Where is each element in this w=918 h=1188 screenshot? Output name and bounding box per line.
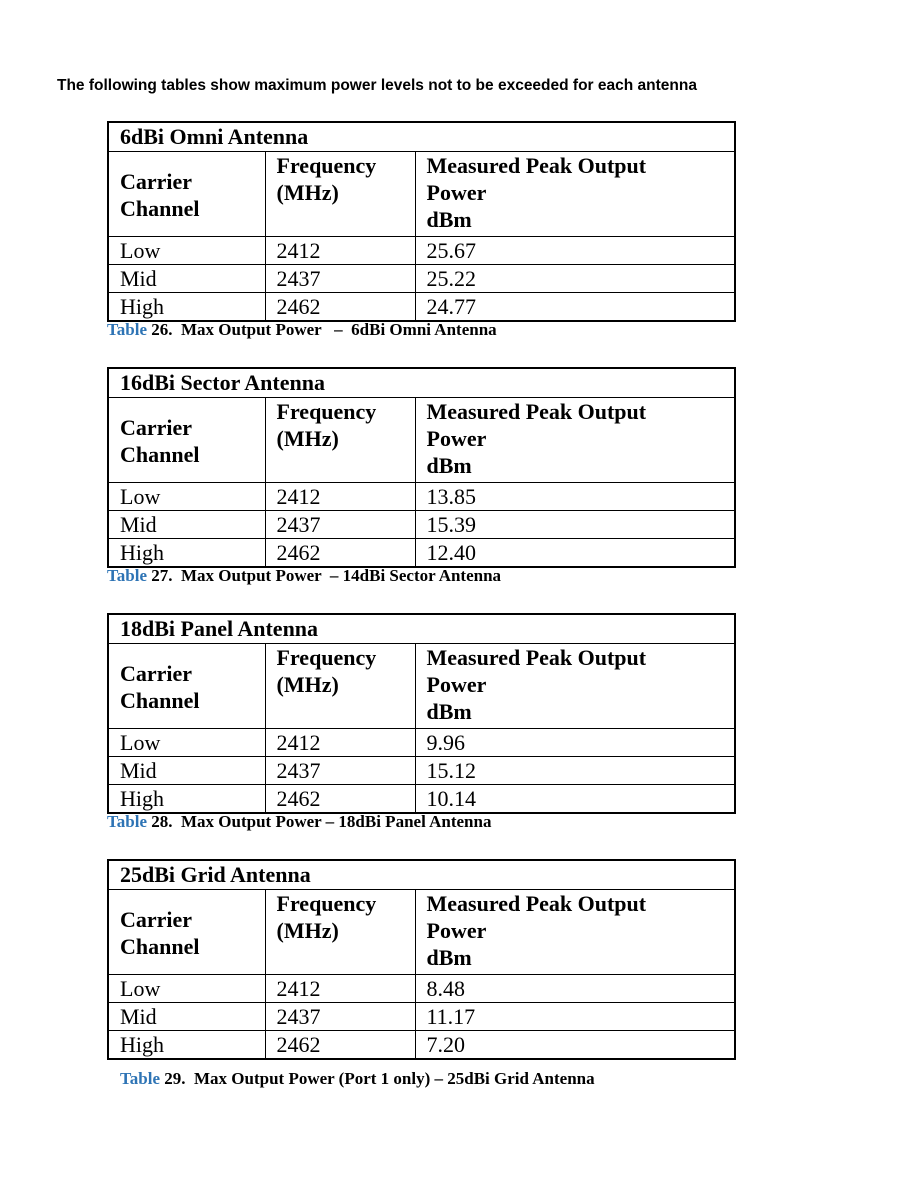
cell-power: 8.48 [415,975,735,1003]
cell-frequency: 2462 [265,785,415,814]
cell-power: 15.39 [415,511,735,539]
table-title-row [108,614,735,644]
caption-text: 26. Max Output Power – 6dBi Omni Antenna [147,320,497,339]
header-carrier-line2: Channel [120,688,200,713]
table-title: 6dBi Omni Antenna [108,122,735,152]
cell-power: 13.85 [415,483,735,511]
header-carrier-channel [108,398,265,483]
table-title: 18dBi Panel Antenna [108,614,735,644]
header-frequency-line1: Frequency [276,153,377,178]
header-frequency-line2: (MHz) [276,426,339,451]
cell-frequency: 2462 [265,539,415,568]
table-row [108,237,735,265]
header-power [415,398,735,483]
header-frequency [265,398,415,483]
table-caption-4 [120,1069,595,1089]
table-row [108,757,735,785]
caption-text: 28. Max Output Power – 18dBi Panel Antenna [147,812,492,831]
header-power [415,152,735,237]
caption-label: Table [107,812,148,831]
cell-power: 15.12 [415,757,735,785]
cell-frequency: 2412 [265,975,415,1003]
caption-text: 27. Max Output Power – 14dBi Sector Antenna [147,566,502,585]
header-power-line1: Measured Peak Output [426,891,647,916]
header-carrier-line2: Channel [120,442,200,467]
cell-power: 10.14 [415,785,735,814]
header-frequency [265,644,415,729]
power-table-2 [107,367,736,568]
table-row [108,511,735,539]
power-table-4 [107,859,736,1060]
cell-carrier-channel: High [108,293,265,322]
header-power-line1: Measured Peak Output [426,153,647,178]
power-table-3 [107,613,736,814]
header-power-line2: Power [426,180,487,205]
cell-power: 12.40 [415,539,735,568]
header-power-line3: dBm [426,207,472,232]
table-header-row [108,890,735,975]
caption-label: Table [107,320,148,339]
cell-frequency: 2412 [265,729,415,757]
table-caption-2 [107,566,501,586]
cell-frequency: 2437 [265,265,415,293]
cell-carrier-channel: Mid [108,1003,265,1031]
cell-carrier-channel: Low [108,483,265,511]
table-title: 25dBi Grid Antenna [108,860,735,890]
header-frequency [265,152,415,237]
cell-carrier-channel: High [108,1031,265,1060]
header-carrier-channel [108,644,265,729]
header-power-line2: Power [426,918,487,943]
cell-frequency: 2412 [265,483,415,511]
header-power-line3: dBm [426,699,472,724]
cell-carrier-channel: Mid [108,265,265,293]
header-power-line1: Measured Peak Output [426,399,647,424]
cell-frequency: 2437 [265,757,415,785]
cell-power: 9.96 [415,729,735,757]
table-title-row [108,860,735,890]
cell-carrier-channel: Low [108,975,265,1003]
table-header-row [108,152,735,237]
cell-frequency: 2462 [265,293,415,322]
header-carrier-channel [108,890,265,975]
cell-frequency: 2412 [265,237,415,265]
table-row [108,483,735,511]
caption-label: Table [107,566,148,585]
header-frequency-line2: (MHz) [276,918,339,943]
table-header-row [108,398,735,483]
header-carrier-line1: Carrier [120,907,193,932]
intro-text: The following tables show maximum power levels not to be exceeded for each antenna [57,77,697,94]
table-row [108,1031,735,1060]
caption-text: 29. Max Output Power (Port 1 only) – 25dBi Grid Antenna [160,1069,595,1088]
cell-carrier-channel: Mid [108,511,265,539]
cell-power: 25.22 [415,265,735,293]
cell-carrier-channel: High [108,785,265,814]
header-frequency-line1: Frequency [276,645,377,670]
table-row [108,293,735,322]
header-power [415,890,735,975]
cell-frequency: 2462 [265,1031,415,1060]
table-title-row [108,368,735,398]
table-row [108,975,735,1003]
cell-frequency: 2437 [265,511,415,539]
table-header-row [108,644,735,729]
cell-carrier-channel: Mid [108,757,265,785]
table-row [108,1003,735,1031]
cell-power: 25.67 [415,237,735,265]
cell-power: 7.20 [415,1031,735,1060]
power-table-1 [107,121,736,322]
header-carrier-line1: Carrier [120,415,193,440]
caption-label: Table [120,1069,161,1088]
header-carrier-line1: Carrier [120,661,193,686]
table-caption-3 [107,812,491,832]
header-frequency [265,890,415,975]
header-frequency-line2: (MHz) [276,180,339,205]
table-caption-1 [107,320,497,340]
header-frequency-line1: Frequency [276,891,377,916]
table-row [108,729,735,757]
cell-power: 11.17 [415,1003,735,1031]
header-frequency-line1: Frequency [276,399,377,424]
header-power-line3: dBm [426,945,472,970]
header-carrier-channel [108,152,265,237]
header-frequency-line2: (MHz) [276,672,339,697]
header-power-line3: dBm [426,453,472,478]
header-carrier-line1: Carrier [120,169,193,194]
cell-carrier-channel: High [108,539,265,568]
table-row [108,785,735,814]
table-title: 16dBi Sector Antenna [108,368,735,398]
header-power [415,644,735,729]
header-carrier-line2: Channel [120,934,200,959]
header-carrier-line2: Channel [120,196,200,221]
table-row [108,265,735,293]
header-power-line2: Power [426,426,487,451]
table-row [108,539,735,568]
cell-carrier-channel: Low [108,237,265,265]
cell-carrier-channel: Low [108,729,265,757]
cell-power: 24.77 [415,293,735,322]
header-power-line1: Measured Peak Output [426,645,647,670]
cell-frequency: 2437 [265,1003,415,1031]
table-title-row [108,122,735,152]
header-power-line2: Power [426,672,487,697]
